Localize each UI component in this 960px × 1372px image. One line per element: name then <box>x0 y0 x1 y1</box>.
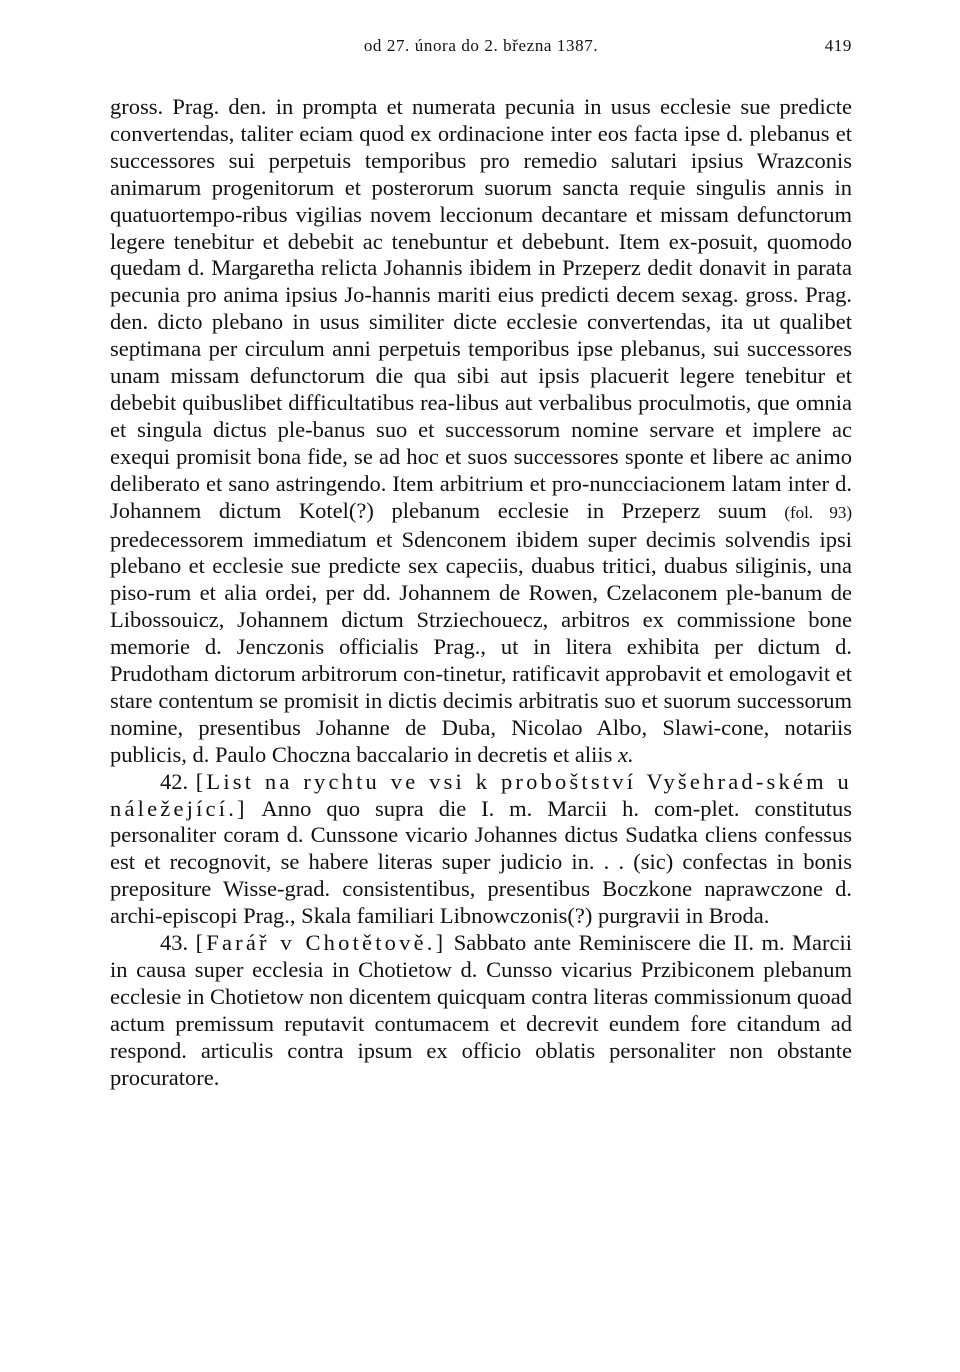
text-segment: gross. Prag. den. in prompta et numerata pecunia in usus ecclesie sue predicte convertendas, taliter eciam quod ex ordinacione inter eos facta ipse d. plebanus et successores sui perpetuis temporibus pro remedio salutari ipsius Wrazconis animarum progenitorum et posterorum suorum sancta requie singulis annis in quatuortempo-ribus vigilias novem leccionum decantare et missam defunctorum legere tenebitur et debebit ac tenebuntur et debebunt. Item ex-posuit, quomodo quedam d. Margaretha relicta Johannis ibidem in Przeperz dedit donavit in parata pecunia pro anima ipsius Jo-hannis mariti eius predicti decem sexag. gross. Prag. den. dicto plebano in usus similiter dicte ecclesie convertendas, ita ut qualibet septimana per circulum anni perpetuis temporibus ipse plebanus, sui successores unam missam defunctorum die qua sibi aut ipsis placuerit legere tenebitur et debebit quibuslibet difficultatibus rea-libus aut verbalibus proculmotis, que omnia et singula dictus ple-banus suo et successorum nomine servare et implere ac exequi promisit bona fide, se ad hoc et suos successores sponte et libere ac animo deliberato et sano astringendo. Item arbitrium et pro-nuncciacionem latam inter d. Johannem dictum Kotel(?) plebanum ecclesie in Przeperz suum <box>110 94 852 523</box>
entry-text: Sabbato ante Reminiscere die II. m. Marcii in causa super ecclesia in Chotietow d. Cunsso vicarius Przibiconem plebanum ecclesie in Chotietow non dicentem quicquam contra literas commissionum quoad actum premissum reputavit contumacem et decrevit eundem fore citandum ad respond. articulis contra ipsum ex officio oblatis personaliter non obstante procuratore. <box>110 930 852 1090</box>
page-number: 419 <box>824 36 852 55</box>
etc-sign: x. <box>617 741 634 767</box>
entry-heading: [Farář v Chotětově.] <box>195 930 447 956</box>
entry-number: 42. <box>160 768 189 794</box>
text-segment: predecessorem immediatum et Sdenconem ibidem super decimis solvendis ipsi plebano et ecclesie sue predicte sex capeciis, duabus tritici, duabus siliginis, una piso-rum et alia ordei, per dd. Johannem de Rowen, Czelaconem ple-banum de Libossouicz, Johannem dictum Strziechouecz, arbitros ex commissione bone memorie d. Jenczonis officialis Prag., ut in litera exhibita per dictum d. Prudotham dictorum arbitrorum con-tinetur, ratificavit approbavit et emologavit et stare contentum se promisit in dictis decimis arbitratis suo et suorum successorum nomine, presentibus Johanne de Duba, Nicolao Albo, Slawi-cone, notariis publicis, d. Paulo Choczna baccalario in decretis et aliis <box>110 526 853 767</box>
entry-43 <box>110 930 852 1091</box>
entry-41-continuation <box>110 94 852 769</box>
running-head <box>110 36 852 66</box>
entry-number: 43. <box>160 930 189 956</box>
folio-marker: (fol. 93) <box>784 502 852 522</box>
entry-42 <box>110 769 852 930</box>
entry-text: Anno quo supra die I. m. Marcii h. com-plet. constitutus personaliter coram d. Cunssone vicario Johannes dictus Sudatka cliens confessus est et recognovit, se habere literas super judicio in. . . (sic) confectas in bonis prepositure Wisse-grad. consistentibus, presentibus Boczkone naprawczone d. archi-episcopi Prag., Skala familiari Libnowczonis(?) purgravii in Broda. <box>110 795 852 929</box>
running-head-title: od 27. února do 2. března 1387. <box>363 36 599 55</box>
entry-heading: [List na rychtu ve vsi k proboštství Vyšehrad-ském u náležející.] <box>110 768 853 821</box>
body-text <box>110 94 852 1092</box>
document-page <box>110 36 852 1092</box>
